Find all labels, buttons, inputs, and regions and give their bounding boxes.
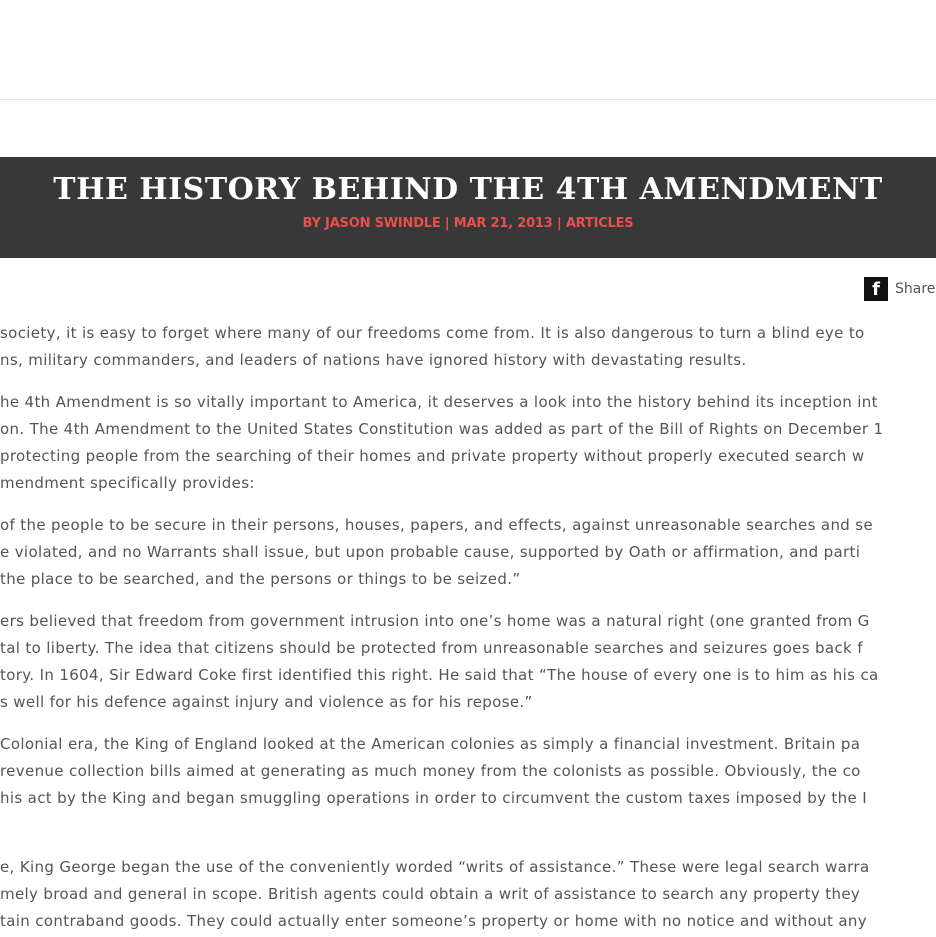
page-title: THE HISTORY BEHIND THE 4TH AMENDMENT <box>53 172 883 207</box>
paragraph-line: e, King George began the use of the conveniently worded “writs of assistance.” These were legal search warra <box>0 858 870 876</box>
paragraph-line: on. The 4th Amendment to the United States Constitution was added as part of the Bill of Rights on December 1 <box>0 420 884 438</box>
paragraph-line: revenue collection bills aimed at generating as much money from the colonists as possible. Obviously, the co <box>0 762 861 780</box>
facebook-share-button[interactable] <box>864 274 935 304</box>
paragraph-line: ers believed that freedom from government intrusion into one’s home was a natural right (one granted from G <box>0 612 870 630</box>
paragraph-line: mely broad and general in scope. British agents could obtain a writ of assistance to search any property they <box>0 885 861 903</box>
paragraph-line: his act by the King and began smuggling operations in order to circumvent the custom taxes imposed by the I <box>0 789 867 807</box>
post-meta[interactable]: BY JASON SWINDLE | MAR 21, 2013 | ARTICLES <box>302 216 634 231</box>
paragraph-line: e violated, and no Warrants shall issue, but upon probable cause, supported by Oath or affirmation, and parti <box>0 543 861 561</box>
article-paragraph <box>0 320 936 374</box>
paragraph-line: the place to be searched, and the persons or things to be seized.” <box>0 570 521 588</box>
facebook-icon[interactable]: f <box>864 277 888 301</box>
paragraph-line: tal to liberty. The idea that citizens should be protected from unreasonable searches and seizures goes back f <box>0 639 863 657</box>
article-paragraph <box>0 854 936 935</box>
article-body <box>0 320 936 935</box>
paragraph-line: society, it is easy to forget where many of our freedoms come from. It is also dangerous to turn a blind eye to <box>0 324 865 342</box>
paragraph-line: he 4th Amendment is so vitally important to America, it deserves a look into the history behind its inception int <box>0 393 878 411</box>
paragraph-line: ns, military commanders, and leaders of nations have ignored history with devastating results. <box>0 351 747 369</box>
paragraph-line: tory. In 1604, Sir Edward Coke first identified this right. He said that “The house of every one is to him as his ca <box>0 666 879 684</box>
paragraph-line: protecting people from the searching of their homes and private property without properly executed search w <box>0 447 865 465</box>
paragraph-line: of the people to be secure in their persons, houses, papers, and effects, against unreasonable searches and se <box>0 516 874 534</box>
article-paragraph <box>0 512 936 593</box>
article-paragraph <box>0 731 936 839</box>
paragraph-line: Colonial era, the King of England looked at the American colonies as simply a financial investment. Britain pa <box>0 735 861 753</box>
paragraph-line <box>0 812 936 839</box>
article-paragraph <box>0 608 936 716</box>
paragraph-line: tain contraband goods. They could actually enter someone’s property or home with no notice and without any <box>0 912 867 930</box>
site-header <box>0 0 936 100</box>
share-label[interactable]: Share <box>895 281 936 297</box>
paragraph-line: mendment specifically provides: <box>0 474 255 492</box>
article-paragraph <box>0 389 936 497</box>
paragraph-line: s well for his defence against injury and violence as for his repose.” <box>0 693 533 711</box>
